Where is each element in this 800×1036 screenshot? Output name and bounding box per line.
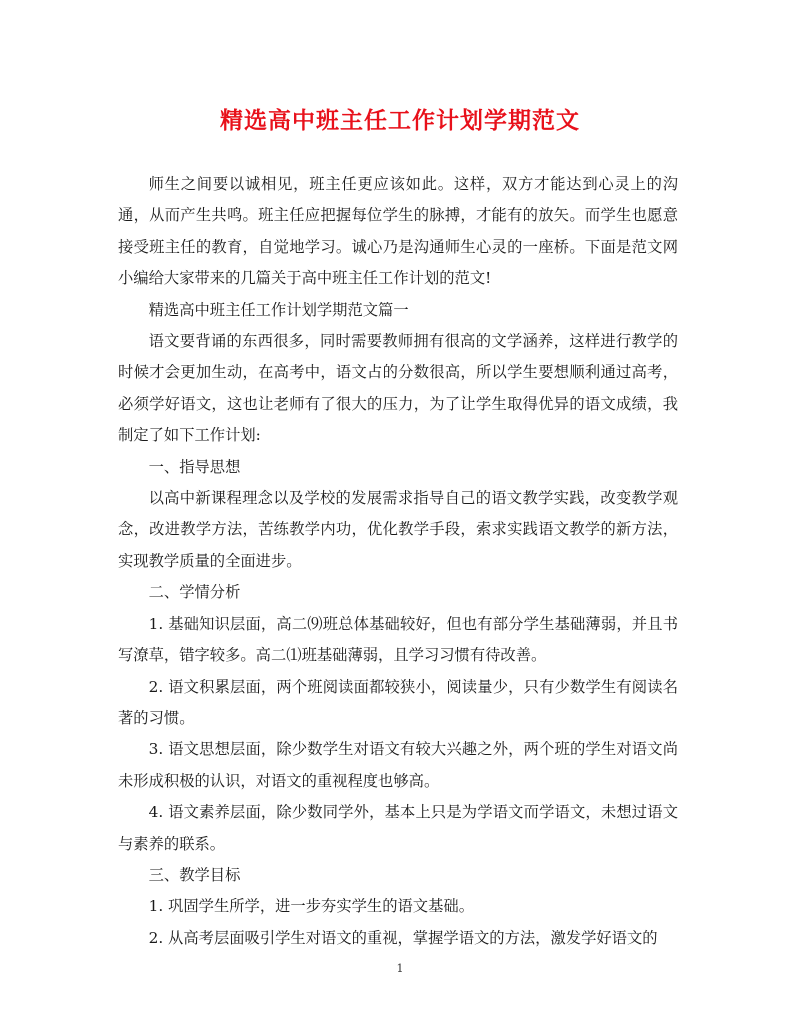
list-item-analysis-3: 3. 语文思想层面，除少数学生对语文有较大兴趣之外，两个班的学生对语文尚未形成积极的认识，对语文的重视程度也够高。 (118, 740, 678, 790)
page-number: 1 (396, 962, 404, 975)
paragraph-section-heading: 精选高中班主任工作计划学期范文篇一 (148, 300, 409, 319)
list-item-goal-1: 1. 巩固学生所学，进一步夯实学生的语文基础。 (148, 897, 474, 916)
paragraph-intro: 师生之间要以诚相见，班主任更应该如此。这样，双方才能达到心灵上的沟通，从而产生共鸣。班主任应把握每位学生的脉搏，才能有的放矢。而学生也愿意接受班主任的教育，自觉地学习。诚心乃是沟通师生心灵的一座桥。下面是范文网小编给大家带来的几篇关于高中班主任工作计划的范文! (118, 175, 678, 288)
heading-teaching-goals: 三、教学目标 (148, 865, 241, 884)
heading-student-analysis: 二、学情分析 (148, 583, 241, 602)
list-item-analysis-1: 1. 基础知识层面，高二⑼班总体基础较好，但也有部分学生基础薄弱，并且书写潦草，错字较多。高二⑴班基础薄弱，且学习习惯有待改善。 (118, 614, 678, 665)
list-item-goal-2: 2. 从高考层面吸引学生对语文的重视，掌握学语文的方法，激发学好语文的 (148, 928, 658, 947)
paragraph-background: 语文要背诵的东西很多，同时需要教师拥有很高的文学涵养，这样进行教学的时候才会更加生动，在高考中，语文占的分数很高，所以学生要想顺利通过高考，必须学好语文，这也让老师有了很大的压力，为了让学生取得优异的语文成绩，我制定了如下工作计划: (118, 332, 678, 445)
heading-guiding-thought: 一、指导思想 (148, 457, 241, 476)
document-body (118, 169, 678, 954)
list-item-analysis-4: 4. 语文素养层面，除少数同学外，基本上只是为学语文而学语文，未想过语文与素养的联系。 (118, 803, 678, 853)
document-title: 精选高中班主任工作计划学期范文 (220, 107, 580, 134)
paragraph-guiding-thought: 以高中新课程理念以及学校的发展需求指导自己的语文教学实践，改变教学观念，改进教学方法，苦练教学内功，优化教学手段，索求实践语文教学的新方法，实现教学质量的全面进步。 (118, 489, 678, 570)
list-item-analysis-2: 2. 语文积累层面，两个班阅读面都较狭小，阅读量少，只有少数学生有阅读名著的习惯。 (118, 677, 678, 727)
